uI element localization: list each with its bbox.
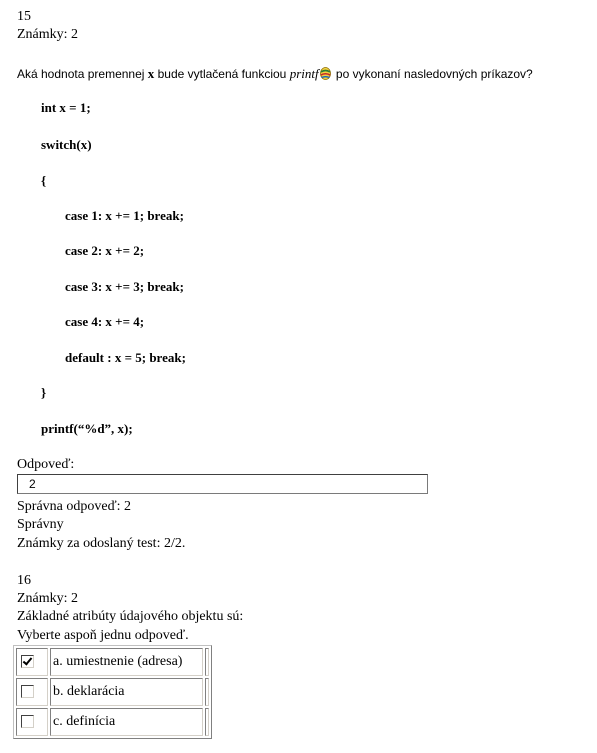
option-row[interactable]: [16, 648, 209, 676]
code-line: case 1: x += 1; break;: [65, 208, 184, 223]
option-checkbox[interactable]: [21, 655, 34, 668]
option-checkbox-cell[interactable]: [16, 648, 48, 676]
option-spacer-cell: [205, 678, 209, 706]
code-line: }: [41, 385, 47, 400]
code-line: case 4: x += 4;: [65, 314, 145, 329]
code-line: printf(“%d”, x);: [41, 421, 133, 436]
question-grade: Známky: 2: [17, 27, 79, 42]
answer-input[interactable]: 2: [17, 474, 428, 494]
options-table: [13, 645, 212, 739]
help-egg-icon[interactable]: [320, 66, 331, 80]
answer-status: Správny: [17, 517, 64, 532]
option-label[interactable]: b. deklarácia: [50, 678, 203, 706]
test-grade-text: Známky za odoslaný test: 2/2.: [17, 536, 186, 551]
question-number: 16: [17, 573, 31, 588]
code-line: {: [41, 173, 47, 188]
code-line: case 3: x += 3; break;: [65, 279, 184, 294]
option-spacer-cell: [205, 648, 209, 676]
option-spacer-cell: [205, 708, 209, 736]
code-line: case 2: x += 2;: [65, 243, 145, 258]
variable-name: x: [147, 66, 155, 81]
option-checkbox-cell[interactable]: [16, 678, 48, 706]
function-name: printf: [289, 66, 319, 81]
answer-label: Odpoveď:: [17, 457, 75, 472]
code-line: int x = 1;: [41, 100, 91, 115]
option-checkbox-cell[interactable]: [16, 708, 48, 736]
question-instruction: Vyberte aspoň jednu odpoveď.: [17, 628, 189, 643]
option-label[interactable]: a. umiestnenie (adresa): [50, 648, 203, 676]
option-row[interactable]: [16, 708, 209, 736]
question-text: [17, 66, 533, 82]
option-checkbox[interactable]: [21, 715, 34, 728]
question-text-part: bude vytlačená funkciou: [154, 67, 290, 81]
question-grade: Známky: 2: [17, 591, 79, 606]
code-line: default : x = 5; break;: [65, 350, 186, 365]
question-text: Základné atribúty údajového objektu sú:: [17, 609, 244, 624]
question-text-part: Aká hodnota premennej: [17, 67, 148, 81]
correct-answer-text: Správna odpoveď: 2: [17, 499, 132, 514]
option-label[interactable]: c. definícia: [50, 708, 203, 736]
code-line: switch(x): [41, 137, 92, 152]
question-number: 15: [17, 9, 31, 24]
question-text-part: po vykonaní nasledovných príkazov?: [332, 67, 533, 81]
option-row[interactable]: [16, 678, 209, 706]
option-checkbox[interactable]: [21, 685, 34, 698]
